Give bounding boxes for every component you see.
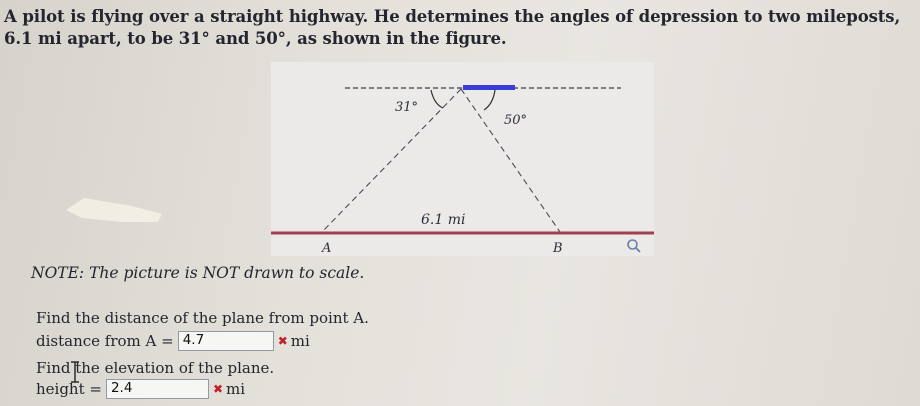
glare-reflection — [62, 188, 170, 228]
problem-statement: A pilot is flying over a straight highway. He determines the angles of depression to two mileposts, 6.1 mi apart, to be 31° and 50°, as shown in the figure. — [4, 7, 901, 48]
distance-label: 6.1 mi — [421, 212, 466, 228]
x-mark-icon: ✖ — [212, 382, 224, 396]
x-mark-icon: ✖ — [277, 334, 288, 348]
point-b-label: B — [553, 241, 563, 256]
sight-line-b — [461, 89, 560, 232]
note-text: NOTE: The picture is NOT drawn to scale. — [31, 264, 365, 282]
question-1-label: distance from A = — [36, 332, 174, 350]
question-2-unit: mi — [226, 380, 246, 398]
text-cursor-icon — [70, 361, 80, 383]
magnifier-icon[interactable] — [626, 238, 642, 254]
question-2-prompt: Find the elevation of the plane. — [36, 359, 275, 377]
angle-label-31: 31° — [395, 100, 419, 115]
angle-arc-31 — [431, 90, 443, 108]
question-2-label: height = — [36, 380, 102, 398]
plane-bar — [463, 85, 515, 90]
height-input[interactable]: 2.4 — [106, 379, 209, 399]
angle-label-50: 50° — [504, 113, 528, 128]
question-1-prompt: Find the distance of the plane from point A. — [36, 309, 369, 327]
figure-diagram — [271, 62, 654, 256]
question-2-answer-row — [36, 379, 245, 399]
question-1-answer-row — [36, 331, 310, 351]
question-1-unit: mi — [290, 332, 310, 350]
distance-input[interactable]: 4.7 — [178, 331, 274, 351]
sight-line-a — [322, 89, 461, 232]
angle-arc-50 — [484, 90, 495, 110]
point-a-label: A — [322, 241, 332, 256]
